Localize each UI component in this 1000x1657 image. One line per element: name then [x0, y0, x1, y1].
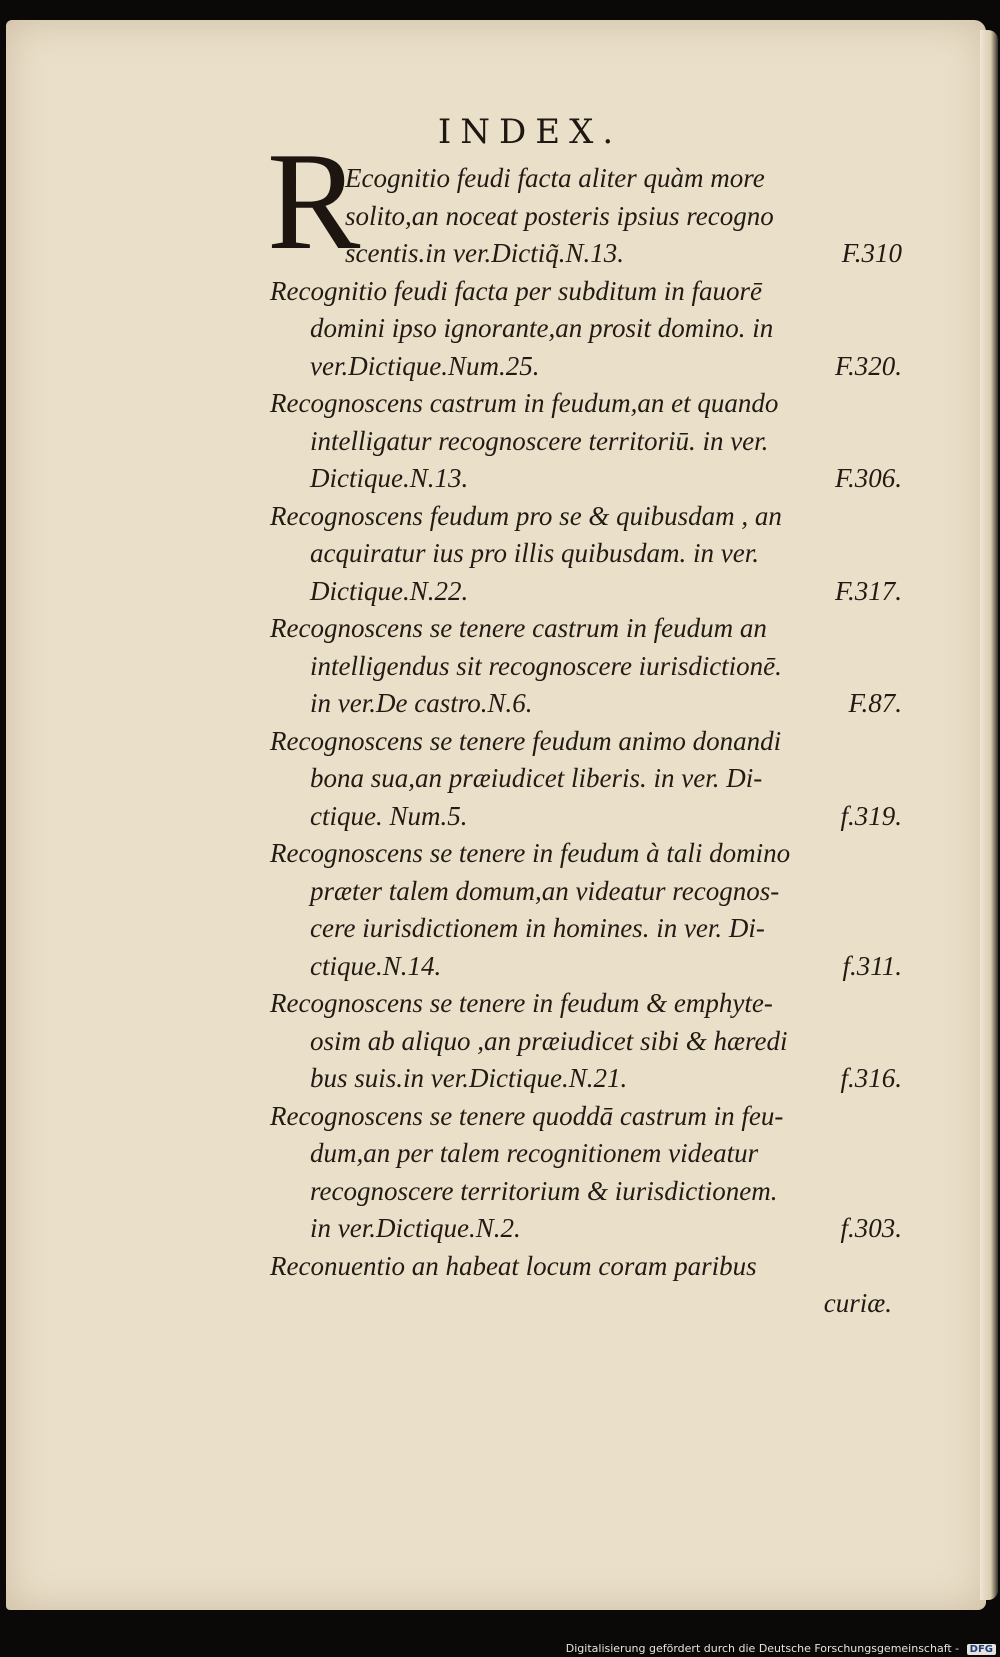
entry-line [270, 985, 902, 1023]
entry-text: intelligendus sit recognoscere iurisdictionē. [310, 650, 782, 681]
entry-line [270, 873, 902, 911]
entry-text: in ver.Dictique.N.2. [310, 1213, 521, 1243]
entry-text: in ver.De castro.N.6. [310, 688, 533, 718]
entry-text: bona sua,an præiudicet liberis. in ver. Di- [310, 763, 763, 793]
entry-line [270, 723, 902, 761]
entry-text: curiæ. [823, 1288, 892, 1318]
entry-line [270, 648, 902, 686]
drop-cap-initial: R [267, 124, 361, 279]
dfg-logo: DFG [967, 1644, 996, 1655]
entry-text: osim ab aliquo ,an præiudicet sibi & hæredi [310, 1025, 788, 1056]
folio-reference: F.306. [834, 463, 902, 493]
folio-reference: f.316. [840, 1063, 902, 1093]
entry-text: Recognitio feudi facta per subditum in fauorē [270, 275, 762, 306]
entry-text: dum,an per talem recognitionem videatur [310, 1138, 759, 1168]
entry-text: Recognoscens se tenere quoddā castrum in feu- [270, 1100, 784, 1131]
entry-text: solito,an noceat posteris ipsius recogno [345, 200, 774, 231]
entry-line [270, 1135, 902, 1173]
entry-text: ver.Dictique.Num.25. [310, 350, 540, 381]
entry-text: Ecognitio feudi facta aliter quàm more [345, 163, 765, 193]
index-entry [270, 385, 902, 498]
page-edge [980, 30, 998, 1600]
entry-line [270, 760, 902, 798]
entry-line [270, 535, 902, 573]
entry-line [270, 235, 902, 273]
entry-line [270, 1285, 902, 1323]
folio-reference: F.317. [834, 575, 902, 606]
folio-reference: f.311. [842, 950, 902, 981]
entry-line [270, 1098, 902, 1136]
entry-line [270, 1173, 902, 1211]
index-title: INDEX. [437, 112, 623, 152]
entry-line [270, 310, 902, 348]
entry-text: scentis.in ver.Dictiq̃.N.13. [345, 238, 624, 268]
entry-line [270, 610, 902, 648]
index-entry [270, 985, 902, 1098]
index-entry [270, 160, 902, 273]
index-entries [270, 160, 902, 1323]
entry-line [270, 273, 902, 311]
digitization-credit [566, 1642, 996, 1655]
entry-line [270, 1210, 902, 1248]
entry-text: recognoscere territorium & iurisdictionem. [310, 1175, 778, 1206]
index-entry [270, 273, 902, 386]
entry-line [270, 423, 902, 461]
entry-line [270, 948, 902, 986]
folio-reference: F.310 [841, 238, 902, 268]
entry-line [270, 198, 902, 236]
entry-text: Dictique.N.13. [310, 463, 469, 493]
index-entry [270, 1248, 902, 1323]
index-entry [270, 1098, 902, 1248]
entry-text: Recognoscens se tenere castrum in feudum an [270, 613, 767, 643]
entry-line [270, 573, 902, 611]
entry-line [270, 460, 902, 498]
index-entry [270, 723, 902, 836]
index-entry [270, 835, 902, 985]
entry-text: Recognoscens feudum pro se & quibusdam , an [270, 500, 782, 531]
entry-line [270, 385, 902, 423]
folio-reference: f.303. [840, 1213, 902, 1243]
entry-text: acquiratur ius pro illis quibusdam. in ver. [310, 538, 760, 568]
entry-line [270, 160, 902, 198]
entry-line [270, 1248, 902, 1286]
entry-line [270, 798, 902, 836]
entry-text: Recognoscens se tenere in feudum à tali domino [270, 838, 791, 868]
index-entry [270, 610, 902, 723]
entry-text: Recognoscens castrum in feudum,an et quando [270, 388, 779, 418]
entry-line [270, 1023, 902, 1061]
entry-line [270, 685, 902, 723]
entry-text: domini ipso ignorante,an prosit domino. in [310, 313, 774, 343]
entry-text: præter talem domum,an videatur recognos- [310, 875, 780, 906]
folio-reference: F.87. [848, 688, 902, 718]
entry-text: bus suis.in ver.Dictique.N.21. [310, 1063, 628, 1093]
credit-text: Digitalisierung gefördert durch die Deutsche Forschungsgemeinschaft - [565, 1642, 960, 1655]
page-header [0, 112, 1000, 152]
entry-line [270, 1060, 902, 1098]
entry-line [270, 835, 902, 873]
folio-reference: F.320. [834, 350, 902, 381]
folio-reference: f.319. [840, 800, 902, 831]
index-entry [270, 498, 902, 611]
entry-line [270, 348, 902, 386]
entry-text: intelligatur recognoscere territoriū. in ver. [310, 425, 769, 456]
entry-text: Reconuentio an habeat locum coram paribus [270, 1250, 757, 1281]
entry-text: cere iurisdictionem in homines. in ver. Di- [310, 913, 765, 943]
entry-line [270, 910, 902, 948]
entry-text: ctique.N.14. [310, 950, 442, 981]
entry-text: ctique. Num.5. [310, 800, 468, 831]
entry-text: Dictique.N.22. [310, 575, 469, 606]
entry-text: Recognoscens se tenere feudum animo donandi [270, 725, 782, 756]
entry-text: Recognoscens se tenere in feudum & emphyte- [270, 988, 773, 1018]
entry-line [270, 498, 902, 536]
